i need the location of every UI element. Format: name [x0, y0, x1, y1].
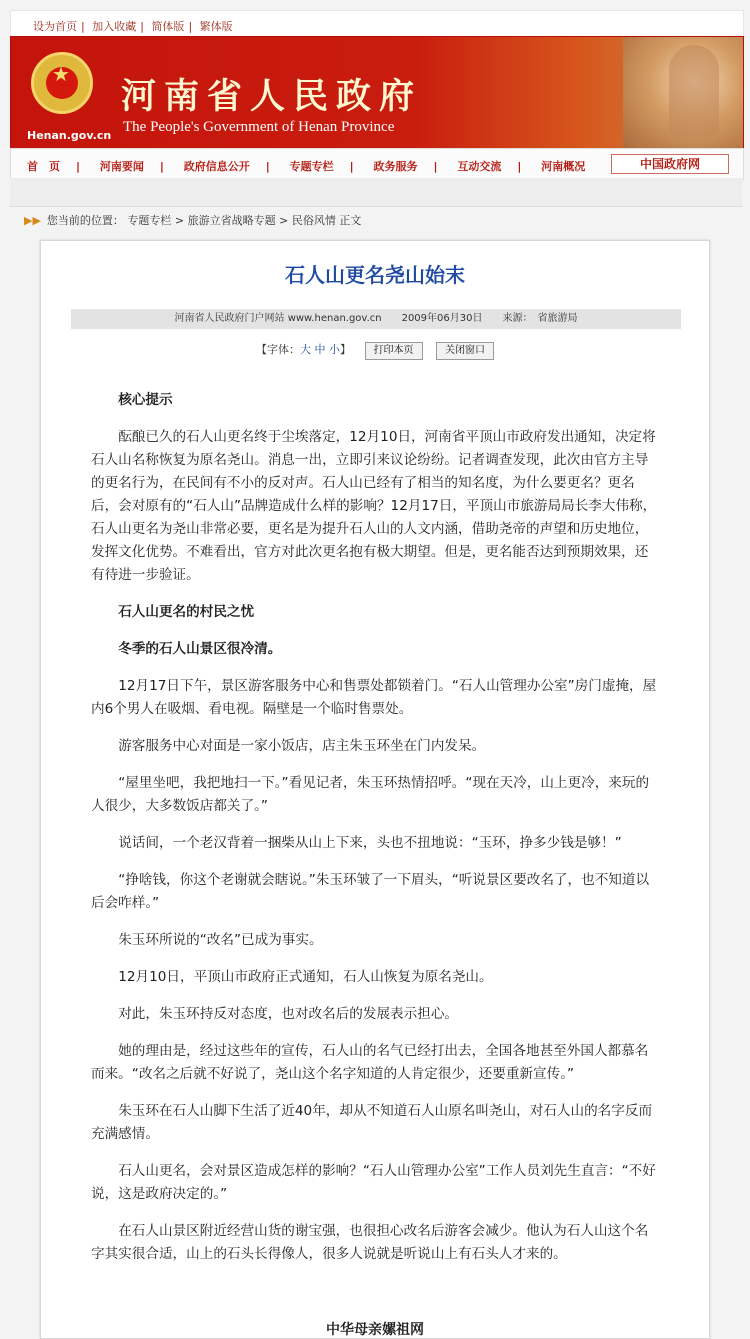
- article-panel: [40, 240, 710, 1339]
- traditional-link[interactable]: 繁体版: [199, 20, 233, 33]
- nav-items: [27, 158, 601, 174]
- paragraph: 游客服务中心对面是一家小饭店，店主朱玉环坐在门内发呆。: [118, 738, 486, 754]
- article-meta: 河南省人民政府门户网站 www.henan.gov.cn 2009年06月30日 来源： 省旅游局: [71, 309, 681, 329]
- separator: |: [188, 20, 193, 33]
- nav-special[interactable]: 专题专栏: [289, 160, 334, 173]
- article-body: [91, 389, 659, 1280]
- banner-title-cn: 河南省人民政府: [121, 76, 423, 117]
- national-emblem-icon: ★: [31, 52, 93, 114]
- nav-overview[interactable]: 河南概况: [541, 160, 586, 173]
- separator: |: [433, 160, 438, 173]
- china-gov-link[interactable]: 中国政府网: [611, 154, 729, 174]
- separator: |: [159, 160, 164, 173]
- font-label: 【字体：: [256, 343, 300, 356]
- separator: |: [81, 20, 85, 33]
- paragraph: “挣啥钱，你这个老谢就会瞎说。”朱玉环皱了一下眉头，“听说景区要改名了，也不知道以后会咋样。”: [91, 872, 650, 911]
- paragraph: 她的理由是，经过这些年的宣传，石人山的名气已经打出去，全国各地甚至外国人都慕名而来。“改名之后就不好说了，尧山这个名字知道的人肯定很少，还要重新宣传。”: [91, 1043, 649, 1082]
- breadcrumb-text: 您当前的位置： 专题专栏 > 旅游立省战略专题 > 民俗风情 正文: [46, 214, 362, 227]
- separator: |: [349, 160, 354, 173]
- watermark: 中华母亲嫘祖网: [326, 1322, 424, 1338]
- main-nav: [10, 148, 744, 180]
- paragraph: 朱玉环在石人山脚下生活了近40年，却从不知道石人山原名叫尧山，对石人山的名字反而充满感情。: [91, 1103, 653, 1142]
- site-banner: [10, 36, 744, 150]
- add-favorite-link[interactable]: 加入收藏: [92, 20, 137, 33]
- breadcrumb-arrow-icon: ▶▶: [24, 214, 41, 227]
- print-button[interactable]: 打印本页: [365, 342, 423, 360]
- article-title: 石人山更名尧山始末: [285, 263, 465, 287]
- paragraph: 对此，朱玉环持反对态度，也对改名后的发展表示担心。: [118, 1006, 459, 1022]
- paragraph: 朱玉环所说的“改名”已成为事实。: [118, 932, 323, 948]
- separator: |: [265, 160, 270, 173]
- paragraph: 说话间，一个老汉背着一捆柴从山上下来，头也不扭地说：“玉环，挣多少钱是够！”: [118, 835, 622, 851]
- top-links: [33, 18, 237, 34]
- banner-title-en: The People's Government of Henan Province: [123, 119, 395, 135]
- nav-interaction[interactable]: 互动交流: [457, 160, 502, 173]
- paragraph: 在石人山景区附近经营山货的谢宝强，也很担心改名后游客会减少。他认为石人山这个名字其实很合适，山上的石头长得像人，很多人说就是听说山上有石头人才来的。: [91, 1223, 649, 1262]
- section-heading: 石人山更名的村民之忧: [118, 604, 255, 620]
- simplified-link[interactable]: 简体版: [151, 20, 185, 33]
- separator: |: [517, 160, 522, 173]
- section-heading: 核心提示: [118, 392, 173, 408]
- separator: |: [140, 20, 144, 33]
- nav-services[interactable]: 政务服务: [373, 160, 418, 173]
- nav-henan-news[interactable]: 河南要闻: [99, 160, 144, 173]
- article-tools: [41, 341, 709, 360]
- site-domain: Henan.gov.cn: [27, 129, 112, 142]
- separator: |: [76, 160, 81, 173]
- nav-gov-info[interactable]: 政府信息公开: [183, 160, 250, 173]
- paragraph: 12月17日下午，景区游客服务中心和售票处都锁着门。“石人山管理办公室”房门虚掩，屋内6个男人在吸烟、看电视。隔壁是一个临时售票处。: [91, 678, 657, 717]
- paragraph: 12月10日，平顶山市政府正式通知，石人山恢复为原名尧山。: [118, 969, 493, 985]
- buddha-statue-image: [623, 37, 743, 149]
- nav-home[interactable]: 首 页: [27, 160, 60, 173]
- font-size-links[interactable]: 大 中 小: [300, 343, 340, 356]
- font-close: 】: [340, 343, 351, 356]
- paragraph: “屋里坐吧，我把地扫一下。”看见记者，朱玉环热情招呼。“现在天冷，山上更冷，来玩的人很少，大多数饭店都关了。”: [91, 775, 650, 814]
- top-link-bar: [10, 10, 744, 38]
- set-homepage-link[interactable]: 设为首页: [33, 20, 77, 33]
- close-window-button[interactable]: 关闭窗口: [436, 342, 494, 360]
- sub-nav-strip: [10, 178, 742, 207]
- section-heading: 冬季的石人山景区很冷清。: [118, 641, 282, 657]
- breadcrumb: [24, 212, 361, 228]
- paragraph: 酝酿已久的石人山更名终于尘埃落定，12月10日，河南省平顶山市政府发出通知，决定将石人山名称恢复为原名尧山。消息一出，立即引来议论纷纷。记者调查发现，此次由官方主导的更名行为，在民间有不小的反对声。石人山已经有了相当的知名度，为什么要更名？更名后，会对原有的“石人山”品牌造成什么样的影响？12月17日，平顶山市旅游局局长李大伟称，石人山更名为尧山非常必要，更名是为提升石人山的人文内涵，借助尧帝的声望和历史地位，发挥文化优势。不难看出，官方对此次更名抱有极大期望。但是，更名能否达到预期效果，还有待进一步验证。: [91, 429, 657, 583]
- paragraph: 石人山更名，会对景区造成怎样的影响？“石人山管理办公室”工作人员刘先生直言：“不好说，这是政府决定的。”: [91, 1163, 656, 1202]
